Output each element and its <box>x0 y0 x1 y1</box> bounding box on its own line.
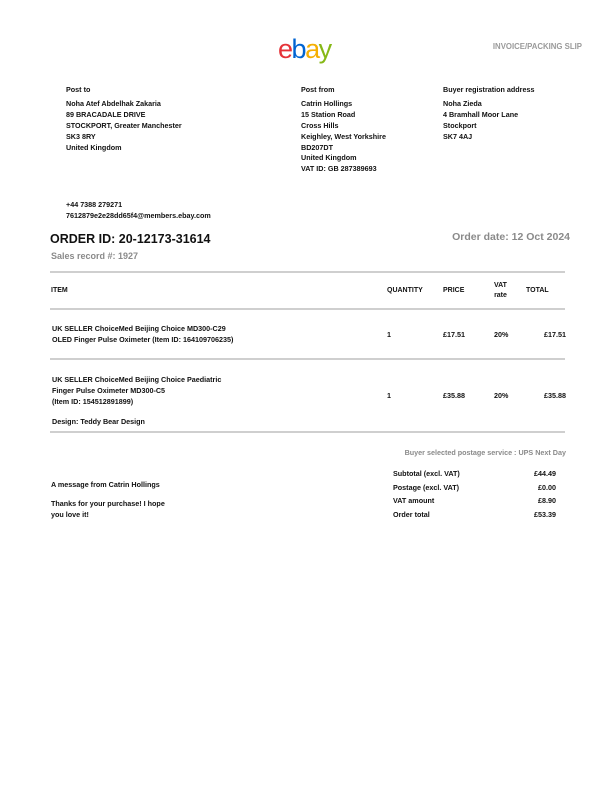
item-description-line: OLED Finger Pulse Oximeter (Item ID: 164109706235) <box>52 335 234 344</box>
postage-service: Buyer selected postage service : UPS Next Day <box>404 448 566 457</box>
post-to-heading: Post to <box>66 85 91 94</box>
address-line: Catrin Hollings <box>301 98 353 108</box>
address-line: SK7 4AJ <box>443 131 473 141</box>
column-header-item: ITEM <box>51 287 68 294</box>
vat-rate: 20% <box>494 391 509 400</box>
item-description-line: (Item ID: 154512891899) <box>52 397 134 406</box>
column-header-quantity: QUANTITY <box>387 287 423 294</box>
line-total: £35.88 <box>544 391 566 400</box>
email-address: 7612879e2e28dd65f4@members.ebay.com <box>66 211 211 220</box>
address-line: Cross Hills <box>301 120 339 130</box>
quantity: 1 <box>387 391 391 400</box>
message-line: Thanks for your purchase! I hope <box>51 499 165 508</box>
price: £17.51 <box>443 330 465 339</box>
divider <box>50 308 565 310</box>
order-totals <box>393 467 556 521</box>
totals-label: Subtotal (excl. VAT) <box>393 469 460 478</box>
quantity: 1 <box>387 330 391 339</box>
address-line: SK3 8RY <box>66 131 96 141</box>
address-line: 4 Bramhall Moor Lane <box>443 109 519 119</box>
totals-value: £0.00 <box>538 482 556 492</box>
order-total-value: £53.39 <box>534 509 556 519</box>
totals-value: £8.90 <box>538 496 556 505</box>
sales-record: Sales record #: 1927 <box>51 251 139 261</box>
ebay-logo <box>278 36 331 63</box>
divider <box>50 271 565 273</box>
column-header-total: TOTAL <box>526 287 549 294</box>
vat-header-line: VAT <box>494 282 507 289</box>
line-total: £17.51 <box>544 330 566 339</box>
address-line: STOCKPORT, Greater Manchester <box>66 120 182 130</box>
message-line: you love it! <box>51 509 89 519</box>
column-header-vat-rate <box>494 281 507 301</box>
address-line: United Kingdom <box>66 142 122 152</box>
logo-letter: b <box>291 34 306 64</box>
address-line: VAT ID: GB 287389693 <box>301 164 377 174</box>
item-description-line: Finger Pulse Oximeter MD300-C5 <box>52 386 166 395</box>
totals-label: VAT amount <box>393 496 435 505</box>
logo-letter: a <box>305 34 319 64</box>
vat-rate: 20% <box>494 330 509 339</box>
buyer-contact <box>66 199 211 221</box>
totals-row <box>393 467 556 481</box>
address-line: Noha Atef Abdelhak Zakaria <box>66 98 161 108</box>
buyer-registration-heading: Buyer registration address <box>443 85 535 94</box>
address-line: Stockport <box>443 120 477 130</box>
document-title: INVOICE/PACKING SLIP <box>492 42 582 51</box>
totals-value: £44.49 <box>534 469 556 478</box>
seller-message <box>51 499 165 520</box>
address-line: Keighley, West Yorkshire <box>301 131 386 141</box>
logo-letter: e <box>278 34 292 64</box>
totals-row <box>393 494 556 508</box>
buyer-registration-address <box>443 85 534 143</box>
item-design: Design: Teddy Bear Design <box>52 417 145 426</box>
seller-message-heading: A message from Catrin Hollings <box>51 480 160 489</box>
address-line: BD207DT <box>301 142 333 152</box>
divider <box>50 431 565 433</box>
post-from-heading: Post from <box>301 85 335 94</box>
address-line: Noha Zieda <box>443 98 482 108</box>
phone-number: +44 7388 279271 <box>66 200 123 209</box>
totals-label: Postage (excl. VAT) <box>393 482 460 492</box>
logo-letter: y <box>318 34 331 64</box>
address-line: 15 Station Road <box>301 109 356 119</box>
address-line: 89 BRACADALE DRIVE <box>66 109 146 119</box>
item-description-line: UK SELLER ChoiceMed Beijing Choice Paediatric <box>52 375 222 384</box>
post-to-address <box>66 85 182 153</box>
totals-row <box>393 481 556 495</box>
order-id: ORDER ID: 20-12173-31614 <box>50 232 211 246</box>
price: £35.88 <box>443 391 465 400</box>
vat-header-line: rate <box>494 292 507 299</box>
totals-row <box>393 508 556 522</box>
address-line: United Kingdom <box>301 153 357 163</box>
post-from-address <box>301 85 386 175</box>
order-date: Order date: 12 Oct 2024 <box>452 231 570 243</box>
order-total-label: Order total <box>393 509 430 519</box>
item-description-line: UK SELLER ChoiceMed Beijing Choice MD300-C29 <box>52 324 226 333</box>
column-header-price: PRICE <box>443 287 465 294</box>
divider <box>50 358 565 360</box>
